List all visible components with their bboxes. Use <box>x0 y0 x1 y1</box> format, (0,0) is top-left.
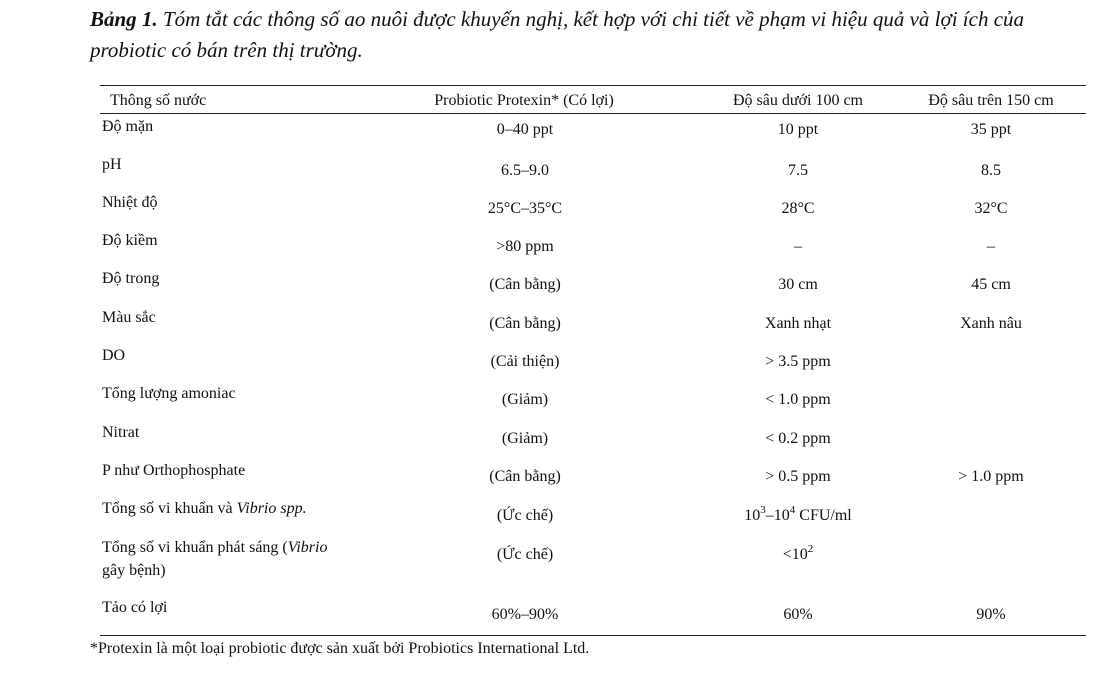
row-ph-label: pH <box>102 156 122 173</box>
header-probiotic: Probiotic Protexin* (Có lợi) <box>434 92 614 109</box>
row-temperature-label: Nhiệt độ <box>102 194 158 211</box>
header-parameter: Thông số nước <box>110 92 207 109</box>
table-footnote: *Protexin là một loại probiotic được sản xuất bởi Probiotics International Ltd. <box>90 640 590 657</box>
row-color-probiotic: (Cân bằng) <box>489 315 561 332</box>
row-alkalinity-deep: – <box>987 238 995 255</box>
header-depth-over-150: Độ sâu trên 150 cm <box>928 92 1054 109</box>
table-header-rule <box>100 113 1086 114</box>
row-transparency-probiotic: (Cân bằng) <box>489 276 561 293</box>
row-ammonia-probiotic: (Giảm) <box>501 391 549 408</box>
row-do-shallow: > 3.5 ppm <box>765 353 831 370</box>
row-total-bacteria-probiotic: (Ức chế) <box>496 507 554 524</box>
table-bottom-rule <box>100 635 1086 636</box>
row-total-bacteria-shallow: $10^3-10^4$ CFU/ml <box>744 503 852 524</box>
row-color-deep: Xanh nâu <box>960 315 1022 332</box>
row-ammonia-shallow: < 1.0 ppm <box>765 391 831 408</box>
row-nitrate-shallow: < 0.2 ppm <box>765 430 831 447</box>
row-phosphate-deep: > 1.0 ppm <box>958 468 1024 485</box>
row-color-label: Màu sắc <box>102 309 156 326</box>
row-phosphate-label: P như Orthophosphate <box>102 462 246 479</box>
row-luminous-bacteria-probiotic: (Ức chế) <box>496 546 554 563</box>
row-ammonia-label: Tổng lượng amoniac <box>102 385 236 402</box>
row-luminous-bacteria-shallow: $<10^2$ <box>782 542 814 563</box>
row-alkalinity-probiotic: >80 ppm <box>496 238 554 255</box>
row-alkalinity-shallow: – <box>794 238 802 255</box>
row-algae-label: Tảo có lợi <box>102 599 168 616</box>
row-transparency-shallow: 30 cm <box>778 276 818 293</box>
row-luminous-bacteria-label: Tổng số vi khuẩn phát sáng (Vibrio gây bệnh) <box>102 539 328 579</box>
row-ph-probiotic: 6.5–9.0 <box>501 162 549 179</box>
row-nitrate-label: Nitrat <box>102 424 140 441</box>
row-do-label: DO <box>102 347 126 364</box>
row-salinity-shallow: 10 ppt <box>777 121 819 138</box>
row-salinity-probiotic: 0–40 ppt <box>496 121 554 138</box>
row-transparency-label: Độ trong <box>102 270 160 287</box>
row-algae-probiotic: 60%–90% <box>491 606 559 623</box>
row-phosphate-shallow: > 0.5 ppm <box>765 468 831 485</box>
row-algae-shallow: 60% <box>783 606 813 623</box>
table-caption <box>90 4 1050 66</box>
row-transparency-deep: 45 cm <box>971 276 1011 293</box>
header-depth-under-100: Độ sâu dưới 100 cm <box>732 92 863 109</box>
row-algae-deep: 90% <box>976 606 1006 623</box>
row-temperature-shallow: 28°C <box>781 200 815 217</box>
row-phosphate-probiotic: (Cân bằng) <box>489 468 561 485</box>
caption-label: Bảng 1. <box>90 7 158 31</box>
row-do-probiotic: (Cải thiện) <box>490 353 560 370</box>
row-total-bacteria-label: Tổng số vi khuẩn và Vibrio spp. <box>102 500 307 517</box>
row-ph-deep: 8.5 <box>981 162 1001 179</box>
caption-text: Tóm tắt các thông số ao nuôi được khuyến nghị, kết hợp với chi tiết về phạm vi hiệu quả và lợi ích của probiotic có bán trên thị trường. <box>90 7 1025 62</box>
row-alkalinity-label: Độ kiềm <box>102 232 158 249</box>
row-nitrate-probiotic: (Giảm) <box>501 430 549 447</box>
row-ph-shallow: 7.5 <box>788 162 808 179</box>
row-temperature-deep: 32°C <box>974 200 1008 217</box>
row-color-shallow: Xanh nhạt <box>764 315 832 332</box>
row-temperature-probiotic: 25°C–35°C <box>487 200 563 217</box>
row-salinity-label: Độ mặn <box>102 118 154 135</box>
row-salinity-deep: 35 ppt <box>970 121 1012 138</box>
table-top-rule <box>100 85 1086 86</box>
